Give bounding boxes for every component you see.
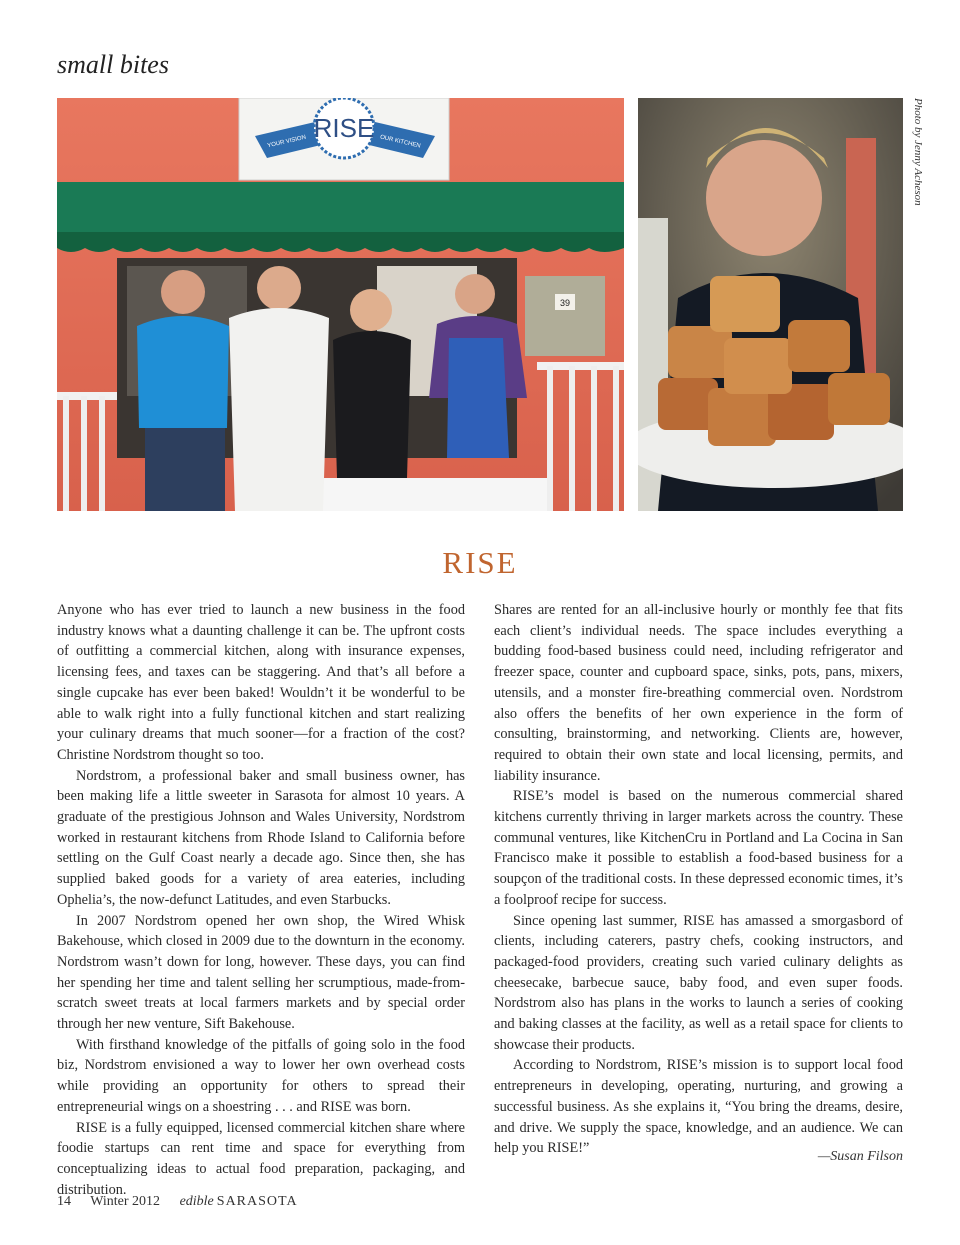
- sign-left-text: YOUR VISION: [266, 134, 307, 150]
- paragraph: Since opening last summer, RISE has amassed a smorgasbord of clients, including caterers, pastry chefs, cooking instructors, and packaged-food providers, creating such varied culinary delights as cheesecake, barbecue sauce, baby food, and even super foods. Nordstrom also has plans in the works to launch a series of cooking and baking classes at the facility, as well as a retail space for clients to showcase their products.: [494, 912, 903, 1053]
- brand-edible: edible: [179, 1194, 214, 1209]
- paragraph: Shares are rented for an all-inclusive hourly or monthly fee that fits each client’s individual needs. The space includes everything a budding food-based business could need, including refrigerator and freezer space, counter and cupboard space, sinks, pots, pans, mixers, utensils, and a monster fire-breathing commercial oven. Nordstrom also offers the benefits of her own experience in the form of consulting, brainstorming, and networking. Clients are, however, required to obtain their own state and local licensing, permits, and liability insurance.: [494, 602, 903, 784]
- paragraph: According to Nordstrom, RISE’s mission is to support local food entrepreneurs in developing, operating, nurturing, and growing a successful business. As she explains it, “You bring the dreams, desire, and drive. We supply the space, knowledge, and an audience. We can help you RISE!”: [494, 1057, 903, 1157]
- brand-name: SARASOTA: [216, 1194, 298, 1209]
- photo-credit: Photo by Jenny Acheson: [912, 98, 924, 206]
- sign-right-text: OUR KITCHEN: [379, 134, 422, 150]
- sign-logo: RISE: [313, 113, 375, 143]
- paragraph: In 2007 Nordstrom opened her own shop, the Wired Whisk Bakehouse, which closed in 2009 due to the downturn in the economy. Nordstrom wasn’t down for long, however. These days, you can find her spending her time and talent selling her scrumptious, made-from-scratch sweet treats at local farmers markets and by special order through her new venture, Sift Bakehouse.: [57, 912, 465, 1033]
- issue-label: Winter 2012: [90, 1194, 161, 1209]
- page-number: 14: [57, 1194, 71, 1209]
- baked-goods-illustration: [638, 98, 903, 511]
- article-column-right: [494, 600, 903, 1159]
- article-title: RISE: [442, 545, 518, 580]
- door-number: 39: [559, 298, 571, 308]
- storefront-photo: [57, 98, 624, 511]
- article-column-left: [57, 600, 465, 1200]
- storefront-photo-illustration: [57, 98, 624, 511]
- baked-goods-photo: [638, 98, 903, 511]
- paragraph: Anyone who has ever tried to launch a new business in the food industry knows what a daunting challenge it can be. The upfront costs of outfitting a commercial kitchen, along with insurance expenses, licensing fees, and taxes can be staggering. And that’s all before a single cupcake has ever been baked! Wouldn’t it be wonderful to be able to walk right into a fully functional kitchen and start realizing your culinary dreams that much sooner—for a fraction of the cost? Christine Nordstrom thought so too.: [57, 602, 465, 763]
- page-footer: [57, 1194, 298, 1210]
- section-label: small bites: [57, 50, 169, 79]
- byline: —Susan Filson: [817, 1149, 903, 1164]
- paragraph: RISE’s model is based on the numerous commercial shared kitchens currently thriving in larger markets across the country. These communal ventures, like KitchenCru in Portland and La Cocina in San Francisco make it possible to establish a food-based business for a soupçon of the traditional costs. In these depressed economic times, it’s a foolproof recipe for success.: [494, 788, 903, 908]
- paragraph: With firsthand knowledge of the pitfalls of going solo in the food biz, Nordstrom envisioned a way to lower her own overhead costs while providing an opportunity for others to spread their entrepreneurial wings on a shoestring . . . and RISE was born.: [57, 1036, 465, 1115]
- paragraph: RISE is a fully equipped, licensed commercial kitchen share where foodie startups can rent time and space for everything from conceptualizing ideas to actual food preparation, packaging, and distribution.: [57, 1119, 465, 1198]
- paragraph: Nordstrom, a professional baker and small business owner, has been making life a little sweeter in Sarasota for almost 10 years. A graduate of the prestigious Johnson and Wales University, Nordstrom worked in restaurant kitchens from Rhode Island to California before settling on the Gulf Coast nearly a decade ago. Since then, she has supplied baked goods for a variety of area eateries, including Ophelia’s, the now-defunct Latitudes, and even Starbucks.: [57, 767, 465, 908]
